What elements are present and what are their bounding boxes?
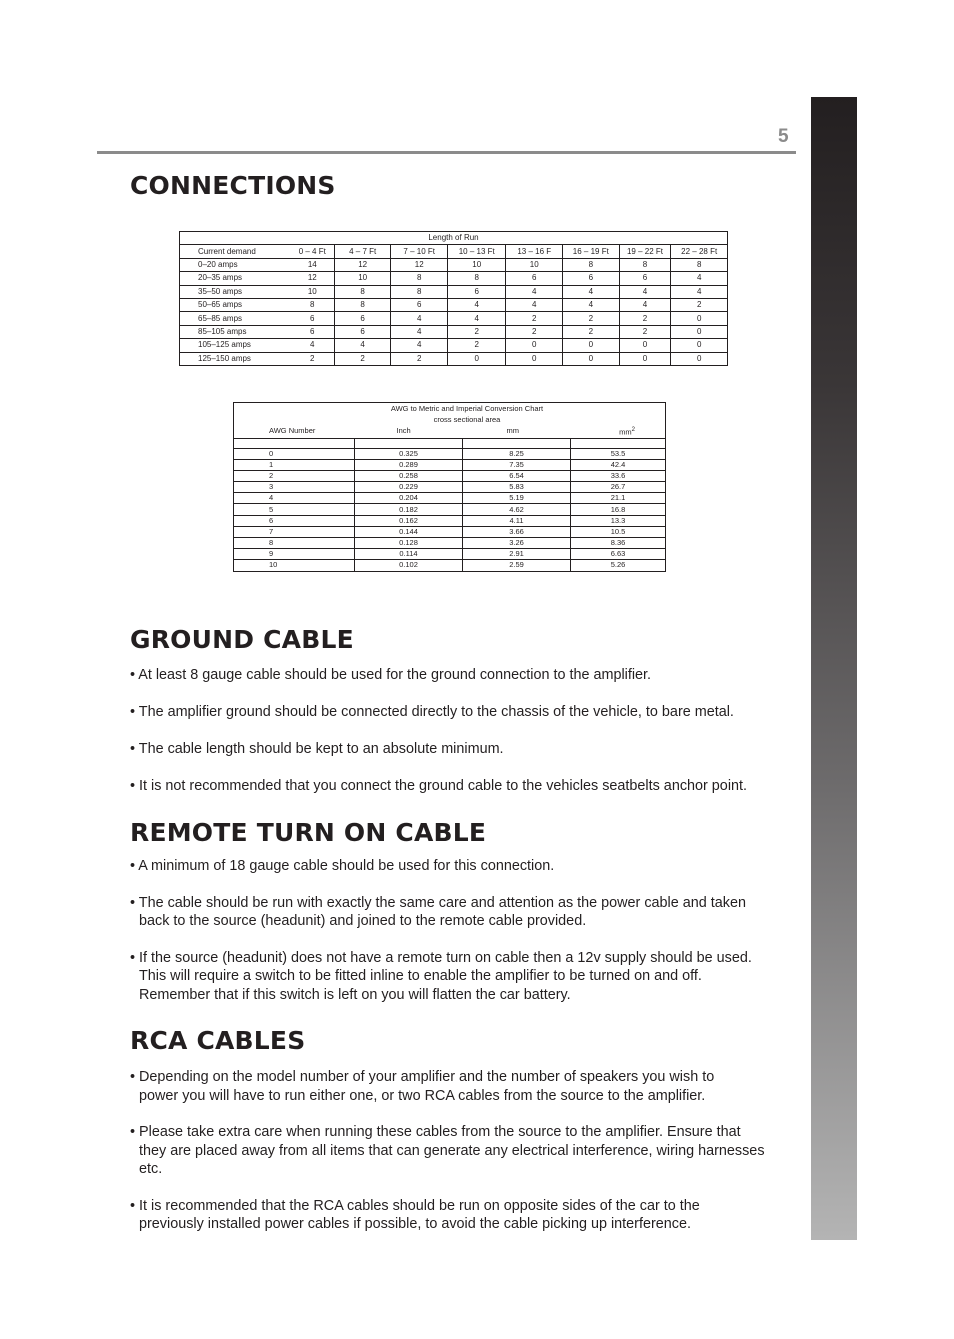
table-row [180,352,728,365]
table-cell: 8 [619,258,671,271]
table-cell: 125–150 amps [180,352,291,365]
table-cell: 5.26 [571,560,666,571]
table-cell: 5.19 [463,493,571,504]
table-cell: 10 [291,285,335,298]
table-cell: 0.229 [355,482,463,493]
bullet-line: • A minimum of 18 gauge cable should be used for this connection. [130,858,555,874]
bullet-item [130,740,810,759]
table-cell: 0.204 [355,493,463,504]
table-cell: 4.11 [463,515,571,526]
table-row [234,538,666,549]
table-cell: 35–50 amps [180,285,291,298]
table-cell: 0.144 [355,526,463,537]
table-cell: 3 [234,482,355,493]
table-cell: 2 [619,312,671,325]
awg-table-subtitle: cross sectional area [433,415,501,424]
table-cell: 0 [671,312,728,325]
table-cell: 2 [671,298,728,311]
table-cell: 4 [506,298,563,311]
table-cell: 8 [334,298,391,311]
table-cell: 0.114 [355,549,463,560]
table-cell: 0 [671,339,728,352]
bullet-line: Remember that if this switch is left on you will flatten the car battery. [139,986,571,1003]
table-cell: 2 [391,352,448,365]
table-cell: 4 [448,312,506,325]
table-cell: 4 [391,325,448,338]
rca-bullets [130,1068,810,1252]
table-cell: 26.7 [571,482,666,493]
bullet-item [130,1068,810,1105]
length-table-header: Current demand [180,245,291,258]
length-table-header: 16 – 19 Ft [563,245,620,258]
table-cell: 8 [448,272,506,285]
bullet-item [130,703,810,722]
table-cell: 8 [391,272,448,285]
table-cell: 4 [234,493,355,504]
table-cell: 4 [619,298,671,311]
bullet-line: This will require a switch to be fitted inline to enable the amplifier to be turned on and off. [139,968,702,984]
table-cell: 0 [506,339,563,352]
table-row [234,482,666,493]
table-cell: 6 [448,285,506,298]
heading-ground-cable: GROUND CABLE [130,625,354,654]
table-row [180,325,728,338]
bullet-item [130,894,810,931]
table-cell: 6 [506,272,563,285]
table-cell: 7 [234,526,355,537]
table-cell: 0 [619,352,671,365]
bullet-item [130,1123,810,1179]
table-cell: 4 [334,339,391,352]
bullet-item [130,666,810,685]
length-table-header: 22 – 28 Ft [671,245,728,258]
table-row [234,470,666,481]
table-cell: 0–20 amps [180,258,291,271]
table-cell: 6.54 [463,470,571,481]
bullet-line: back to the source (headunit) and joined to the remote cable provided. [139,913,587,929]
table-cell: 2 [334,352,391,365]
table-cell: 6 [291,325,335,338]
table-cell: 0.258 [355,470,463,481]
table-row [180,258,728,271]
table-cell: 6 [334,312,391,325]
bullet-line: • At least 8 gauge cable should be used for the ground connection to the amplifier. [130,667,652,683]
table-cell: 4 [391,312,448,325]
table-cell: 4 [448,298,506,311]
table-cell: 50–65 amps [180,298,291,311]
table-cell: 8 [234,538,355,549]
side-color-bar [811,97,857,1240]
awg-conversion-table [233,402,666,572]
heading-rca-cables: RCA CABLES [130,1026,306,1055]
table-row [234,526,666,537]
table-cell: 0 [671,325,728,338]
bullet-item [130,857,810,876]
table-cell: 12 [391,258,448,271]
bullet-line: • Please take extra care when running these cables from the source to the amplifier. Ensure that [130,1124,741,1140]
table-cell: 6 [619,272,671,285]
table-cell: 85–105 amps [180,325,291,338]
table-cell: 10 [334,272,391,285]
table-cell: 8 [671,258,728,271]
bullet-item [130,777,810,796]
table-cell: 3.66 [463,526,571,537]
table-row [180,298,728,311]
table-cell: 0 [619,339,671,352]
table-cell: 2 [291,352,335,365]
awg-table-title: AWG to Metric and Imperial Conversion Chart [390,404,544,413]
table-cell: 0 [234,448,355,459]
table-cell: 6 [391,298,448,311]
table-cell: 6 [334,325,391,338]
table-cell: 2 [234,470,355,481]
table-cell: 14 [291,258,335,271]
table-cell: 10 [234,560,355,571]
table-row [234,549,666,560]
table-cell: 4 [619,285,671,298]
bullet-line: • The amplifier ground should be connected directly to the chassis of the vehicle, to bare metal. [130,704,734,720]
bullet-line: previously installed power cables if possible, to avoid the cable picking up interference. [139,1216,691,1232]
table-cell: 2 [448,325,506,338]
table-cell: 5.83 [463,482,571,493]
table-cell: 0 [671,352,728,365]
table-cell: 12 [334,258,391,271]
table-row [234,493,666,504]
table-cell: 8.25 [463,448,571,459]
table-cell: 8.36 [571,538,666,549]
table-cell: 16.8 [571,504,666,515]
bullet-item [130,1197,810,1234]
table-cell: 4 [391,339,448,352]
length-table-title: Length of Run [180,232,728,245]
bullet-line: they are placed away from all items that can generate any electrical interference, wiring harnesses [139,1142,765,1159]
table-cell: 4 [506,285,563,298]
table-cell: 3.26 [463,538,571,549]
table-cell: 6 [234,515,355,526]
bullet-line: • Depending on the model number of your amplifier and the number of speakers you wish to [130,1069,715,1085]
length-table-header: 13 – 16 F [506,245,563,258]
table-cell: 5 [234,504,355,515]
bullet-line: • The cable length should be kept to an absolute minimum. [130,741,504,757]
bullet-item [130,949,810,1005]
table-cell: 1 [234,459,355,470]
table-cell: 0.162 [355,515,463,526]
table-cell: 0.289 [355,459,463,470]
table-row [234,515,666,526]
table-cell: 33.6 [571,470,666,481]
table-row [234,448,666,459]
table-cell: 10 [448,258,506,271]
bullet-line: • The cable should be run with exactly the same care and attention as the power cable and taken [130,894,746,911]
table-row [180,272,728,285]
table-cell: 2 [563,325,620,338]
table-cell: 105–125 amps [180,339,291,352]
table-cell: 65–85 amps [180,312,291,325]
table-cell: 8 [334,285,391,298]
remote-bullets [130,857,810,1022]
table-cell: 6 [563,272,620,285]
page-number: 5 [778,126,789,147]
table-row [180,312,728,325]
table-cell: 4 [671,272,728,285]
table-cell: 9 [234,549,355,560]
table-cell: 4 [563,298,620,311]
table-cell: 0 [448,352,506,365]
table-row [234,504,666,515]
length-of-run-table [179,231,728,366]
table-cell: 20–35 amps [180,272,291,285]
table-cell: 4 [671,285,728,298]
table-cell: 53.5 [571,448,666,459]
table-cell: 6.63 [571,549,666,560]
header-rule [97,151,796,154]
length-table-header: 4 – 7 Ft [334,245,391,258]
table-cell: 8 [391,285,448,298]
table-cell: 6 [291,312,335,325]
table-cell: 42.4 [571,459,666,470]
length-table-header: 0 – 4 Ft [291,245,335,258]
table-cell: 2 [506,312,563,325]
table-cell: 2 [619,325,671,338]
bullet-line: • It is not recommended that you connect the ground cable to the vehicles seatbelts anchor point. [130,778,748,794]
table-cell: 0 [563,352,620,365]
table-row [180,285,728,298]
table-cell: 2.59 [463,560,571,571]
table-cell: 2 [448,339,506,352]
table-cell: 0.182 [355,504,463,515]
bullet-line: power you will have to run either one, or two RCA cables from the source to the amplifier. [139,1087,706,1104]
awg-col-inch: Inch [355,425,463,438]
table-cell: 0.325 [355,448,463,459]
table-row [234,560,666,571]
table-cell: 10 [506,258,563,271]
table-cell: 2 [506,325,563,338]
table-cell: 0.102 [355,560,463,571]
table-cell: 13.3 [571,515,666,526]
length-table-header: 10 – 13 Ft [448,245,506,258]
length-table-header: 19 – 22 Ft [619,245,671,258]
heading-connections: CONNECTIONS [130,171,336,200]
table-cell: 4.62 [463,504,571,515]
heading-remote-turn-on-cable: REMOTE TURN ON CABLE [130,818,487,847]
table-cell: 7.35 [463,459,571,470]
table-cell: 10.5 [571,526,666,537]
table-cell: 2.91 [463,549,571,560]
table-cell: 0 [563,339,620,352]
table-row [180,339,728,352]
table-cell: 2 [563,312,620,325]
bullet-line: etc. [139,1161,163,1177]
table-cell: 0.128 [355,538,463,549]
table-cell: 12 [291,272,335,285]
table-cell: 4 [563,285,620,298]
table-cell: 21.1 [571,493,666,504]
table-cell: 4 [291,339,335,352]
table-cell: 8 [563,258,620,271]
table-cell: 8 [291,298,335,311]
awg-col-mm2: $mm^2$ [571,425,666,438]
table-row [234,459,666,470]
table-cell: 0 [506,352,563,365]
ground-bullets [130,666,810,814]
awg-col-mm: mm [463,425,571,438]
bullet-line: • If the source (headunit) does not have a remote turn on cable then a 12v supply should be used. [130,949,752,966]
bullet-line: • It is recommended that the RCA cables should be run on opposite sides of the car to the [130,1197,700,1214]
awg-col-number: AWG Number [234,425,355,438]
length-table-header: 7 – 10 Ft [391,245,448,258]
